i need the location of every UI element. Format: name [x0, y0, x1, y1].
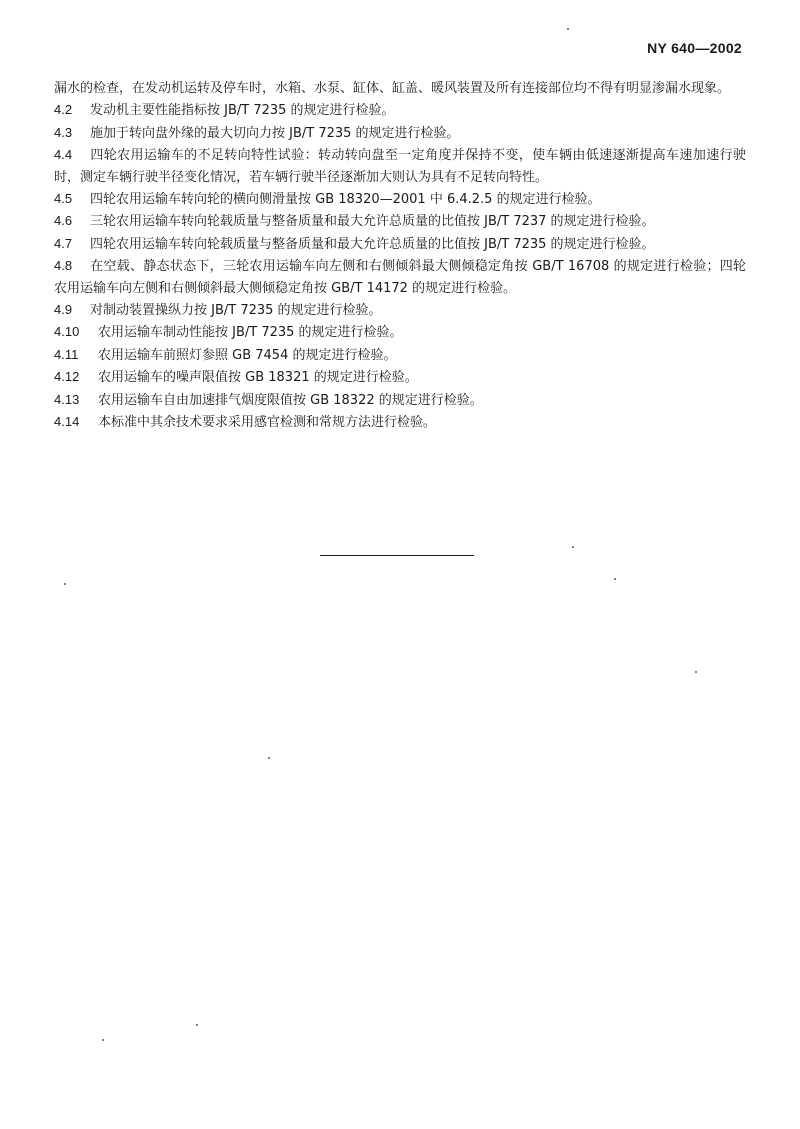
end-of-standard-rule — [320, 555, 474, 556]
scan-speck — [695, 671, 697, 673]
clause-number: 4.8 — [54, 258, 73, 274]
clause-text: 对制动装置操纵力按 JB/T 7235 的规定进行检验。 — [90, 303, 382, 319]
clause-text: 农用运输车的噪声限值按 GB 18321 的规定进行检验。 — [98, 370, 418, 386]
clause-number: 4.11 — [54, 346, 79, 362]
clause-text: 本标准中其余技术要求采用感官检测和常规方法进行检验。 — [98, 415, 437, 431]
clause-4-12 — [54, 366, 746, 388]
clause-text: 农用运输车前照灯参照 GB 7454 的规定进行检验。 — [98, 347, 397, 363]
clause-4-11 — [54, 344, 746, 366]
clause-number: 4.9 — [54, 302, 73, 318]
clause-text: 发动机主要性能指标按 JB/T 7235 的规定进行检验。 — [90, 103, 395, 119]
clause-number: 4.7 — [54, 235, 73, 251]
clause-number: 4.2 — [54, 102, 73, 118]
clause-4-3 — [54, 122, 746, 144]
clause-text: 在空载、静态状态下，三轮农用运输车向左侧和右侧倾斜最大侧倾稳定角按 GB/T 16708 的规定进行检验；四轮农用运输车向左侧和右侧倾斜最大侧倾稳定角按 GB/T 14172 的规定进行检验。 — [54, 259, 746, 296]
scan-speck — [102, 1039, 104, 1041]
scan-speck — [572, 546, 574, 548]
clause-4-5 — [54, 188, 746, 210]
clause-number: 4.14 — [54, 414, 80, 430]
clause-text: 四轮农用运输车转向轮载质量与整备质量和最大允许总质量的比值按 JB/T 7235 的规定进行检验。 — [90, 236, 655, 252]
clause-text: 四轮农用运输车转向轮的横向侧滑量按 GB 18320—2001 中 6.4.2.5 的规定进行检验。 — [90, 192, 601, 208]
clause-4-9 — [54, 299, 746, 321]
clause-number: 4.4 — [54, 147, 73, 163]
standard-code: NY 640—2002 — [647, 40, 742, 56]
paragraph-continuation — [54, 78, 746, 99]
clause-number: 4.13 — [54, 391, 80, 407]
clause-4-14 — [54, 411, 746, 433]
clause-number: 4.5 — [54, 191, 73, 207]
clause-4-7 — [54, 233, 746, 255]
scan-speck — [614, 578, 616, 580]
paragraph-text: 漏水的检查，在发动机运转及停车时，水箱、水泵、缸体、缸盖、暖风装置及所有连接部位均不得有明显渗漏水现象。 — [54, 81, 731, 96]
scan-speck — [196, 1024, 198, 1026]
clause-text: 施加于转向盘外缘的最大切向力按 JB/T 7235 的规定进行检验。 — [90, 125, 460, 141]
clause-number: 4.12 — [54, 369, 80, 385]
clause-4-4 — [54, 144, 746, 188]
clause-number: 4.6 — [54, 213, 73, 229]
scan-speck — [567, 28, 569, 30]
scan-speck — [268, 757, 270, 759]
clause-4-2 — [54, 99, 746, 121]
clause-4-6 — [54, 210, 746, 232]
clause-text: 四轮农用运输车的不足转向特性试验：转动转向盘至一定角度并保持不变，使车辆由低速逐渐提高车速加速行驶时，测定车辆行驶半径变化情况，若车辆行驶半径逐渐加大则认为具有不足转向特性。 — [54, 148, 746, 185]
clause-4-10 — [54, 321, 746, 343]
clause-number: 4.3 — [54, 124, 73, 140]
document-body — [54, 78, 746, 434]
clause-text: 农用运输车自由加速排气烟度限值按 GB 18322 的规定进行检验。 — [98, 392, 483, 408]
clause-4-13 — [54, 389, 746, 411]
clause-number: 4.10 — [54, 324, 80, 340]
scan-speck — [64, 583, 66, 585]
clause-text: 农用运输车制动性能按 JB/T 7235 的规定进行检验。 — [98, 325, 403, 341]
clause-text: 三轮农用运输车转向轮载质量与整备质量和最大允许总质量的比值按 JB/T 7237 的规定进行检验。 — [90, 214, 655, 230]
clause-4-8 — [54, 255, 746, 299]
